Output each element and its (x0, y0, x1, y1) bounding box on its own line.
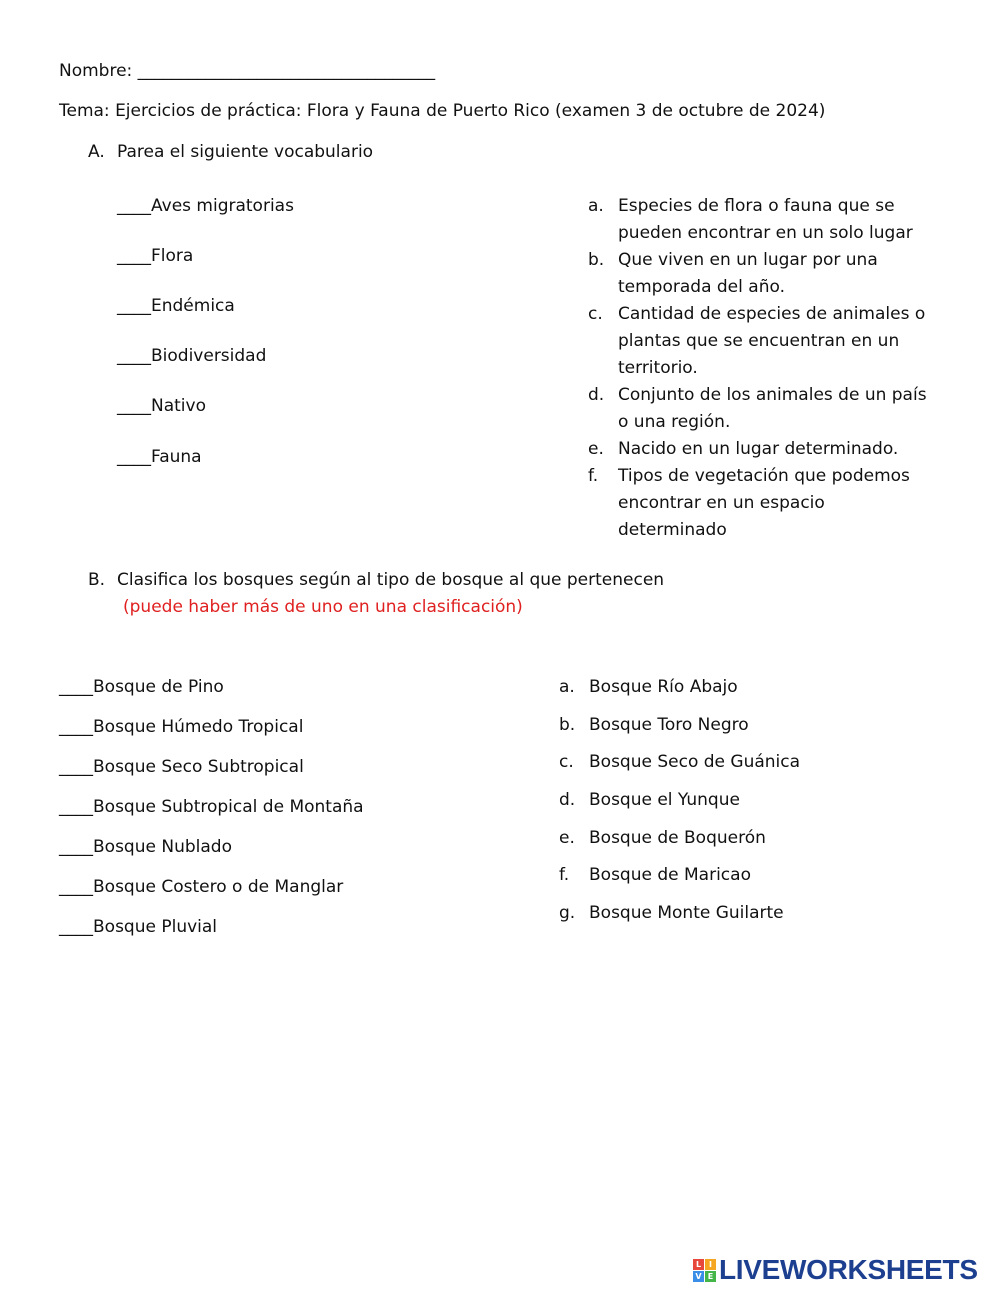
section-b-title: Clasifica los bosques según al tipo de bosque al que pertenecen (117, 570, 665, 590)
definition-text: Cantidad de especies de animales o plantas que se encuentran en un territorio. (618, 304, 926, 378)
forest-type-item[interactable]: ____Bosque Nublado (59, 837, 232, 857)
liveworksheets-logo-icon (693, 1259, 716, 1282)
forest-name: Bosque Monte Guilarte (589, 903, 784, 923)
forest-letter: b. (559, 715, 576, 735)
forest-type-item[interactable]: ____Bosque Húmedo Tropical (59, 717, 304, 737)
vocab-term[interactable]: ____Nativo (117, 396, 206, 416)
definition-text: Conjunto de los animales de un país o una región. (618, 385, 927, 432)
forest-name: Bosque el Yunque (589, 790, 740, 810)
definition-letter: a. (588, 196, 604, 216)
definition-text: Que viven en un lugar por una temporada del año. (618, 250, 878, 297)
forest-name: Bosque de Maricao (589, 865, 751, 885)
forest-letter: f. (559, 865, 570, 885)
topic-line: Tema: Ejercicios de práctica: Flora y Fauna de Puerto Rico (examen 3 de octubre de 2024) (59, 101, 826, 121)
definition-letter: d. (588, 385, 605, 405)
liveworksheets-brand[interactable] (693, 1253, 978, 1287)
forest-type-item[interactable]: ____Bosque Costero o de Manglar (59, 877, 344, 897)
vocab-term[interactable]: ____Biodiversidad (117, 346, 267, 366)
forest-letter: c. (559, 752, 574, 772)
forest-letter: g. (559, 903, 576, 923)
forest-letter: e. (559, 828, 575, 848)
definition-letter: b. (588, 250, 605, 270)
logo-tile: L (693, 1259, 704, 1270)
forest-name: Bosque Toro Negro (589, 715, 749, 735)
logo-tile: V (693, 1271, 704, 1282)
definition-letter: e. (588, 439, 604, 459)
forest-type-item[interactable]: ____Bosque de Pino (59, 677, 224, 697)
forest-type-item[interactable]: ____Bosque Pluvial (59, 917, 218, 937)
definition-letter: f. (588, 466, 599, 486)
forest-type-item[interactable]: ____Bosque Subtropical de Montaña (59, 797, 364, 817)
vocab-term[interactable]: ____Aves migratorias (117, 196, 294, 216)
brand-name: LIVEWORKSHEETS (719, 1254, 978, 1285)
forest-letter: a. (559, 677, 575, 697)
forest-name: Bosque Seco de Guánica (589, 752, 801, 772)
forest-letter: d. (559, 790, 576, 810)
definition-text: Tipos de vegetación que podemos encontrar en un espacio determinado (618, 466, 910, 540)
vocab-term[interactable]: ____Endémica (117, 296, 235, 316)
logo-tile: E (705, 1271, 716, 1282)
name-field-label: Nombre: ___________________________________ (59, 61, 436, 81)
definition-letter: c. (588, 304, 603, 324)
definition-text: Especies de flora o fauna que se pueden encontrar en un solo lugar (618, 196, 913, 243)
section-b-marker: B. (88, 570, 106, 590)
section-a-title: Parea el siguiente vocabulario (117, 142, 374, 162)
definition-text: Nacido en un lugar determinado. (618, 439, 899, 459)
section-b-note: (puede haber más de uno en una clasificación) (123, 597, 523, 617)
section-a-marker: A. (88, 142, 105, 162)
forest-name: Bosque Río Abajo (589, 677, 738, 697)
vocab-term[interactable]: ____Flora (117, 246, 194, 266)
forest-type-item[interactable]: ____Bosque Seco Subtropical (59, 757, 304, 777)
vocab-term[interactable]: ____Fauna (117, 447, 202, 467)
logo-tile: I (705, 1259, 716, 1270)
forest-name: Bosque de Boquerón (589, 828, 766, 848)
